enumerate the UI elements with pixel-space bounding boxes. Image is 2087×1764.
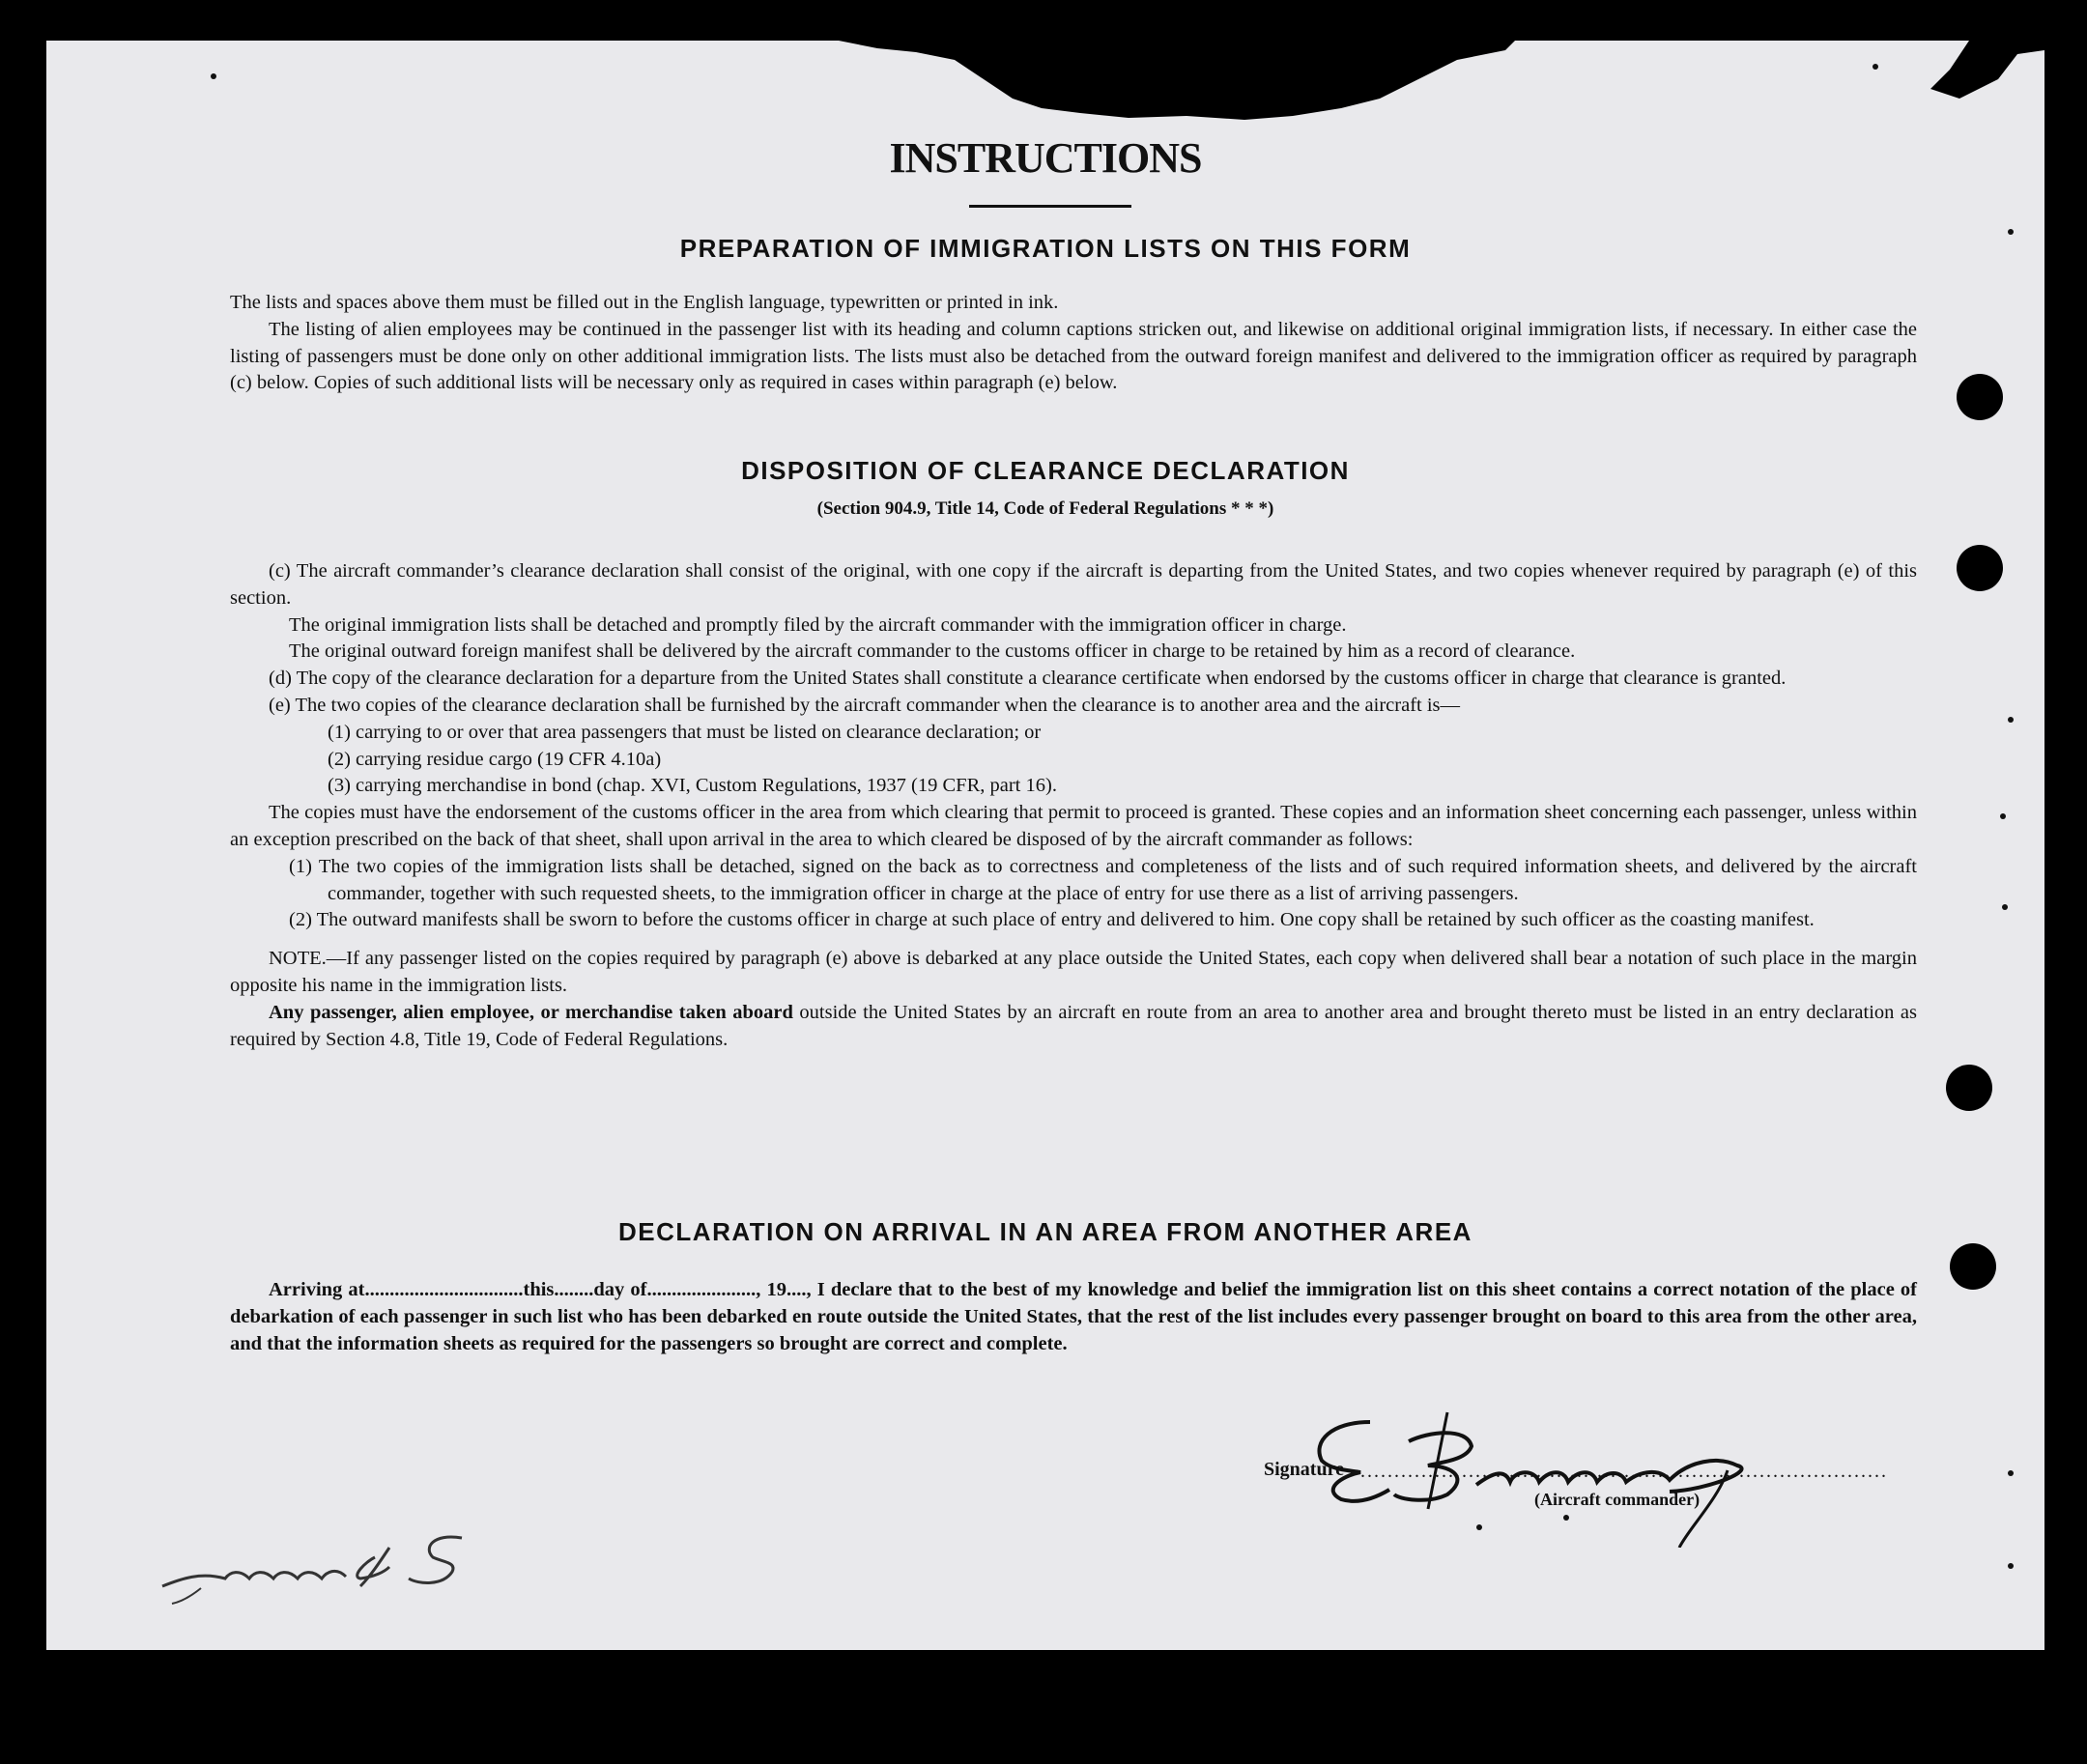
torn-corner bbox=[1901, 41, 2044, 99]
preparation-text bbox=[230, 290, 1917, 397]
note-paragraph: NOTE.—If any passenger listed on the copies required by paragraph (e) above is debarked at any place outside the United States, each copy when delivered shall bear a notation of such place in the margin opposite his name in the immigration lists. bbox=[230, 948, 1917, 996]
punch-hole bbox=[1957, 545, 2003, 591]
signature-caption: (Aircraft commander) bbox=[1534, 1490, 1701, 1509]
paragraph: The lists and spaces above them must be filled out in the English language, typewritten or printed in ink. bbox=[230, 292, 1059, 313]
speck bbox=[2008, 717, 2014, 723]
entry-paragraph-rest: outside the United States by an aircraft en route from an area to another area and brought thereto must be listed in an entry declaration as required by Section 4.8, Title 19, Code of Federal Regulations. bbox=[230, 1001, 1918, 1050]
section-heading-preparation: PREPARATION OF IMMIGRATION LISTS ON THIS FORM bbox=[679, 234, 1412, 263]
signature-line: .............................................................................. bbox=[1360, 1461, 1888, 1482]
paragraph-c-sub: The original immigration lists shall be detached and promptly filed by the aircraft commander with the immigration officer in charge. bbox=[289, 613, 1347, 636]
punch-hole bbox=[1957, 374, 2003, 420]
paragraph-d: (d) The copy of the clearance declaration for a departure from the United States shall constitute a clearance certificate when endorsed by the customs officer in charge that clearance is granted. bbox=[269, 668, 1787, 690]
list-item: (3) carrying merchandise in bond (chap. XVI, Custom Regulations, 1937 (19 CFR, part 16). bbox=[328, 775, 1057, 797]
paragraph: The listing of alien employees may be continued in the passenger list with its heading and column captions stricken out, and likewise on additional original immigration lists, if necessary. In either case the listing of passengers must be done only on other additional immigration lists. The lists must also be detached from the outward foreign manifest and delivered to the immigration officer as required by paragraph (c) below. Copies of such additional lists will be necessary only as required in cases within paragraph (e) below. bbox=[230, 318, 1917, 394]
list-item: (1) carrying to or over that area passengers that must be listed on clearance declaration; or bbox=[328, 721, 1042, 743]
page-title: INSTRUCTIONS bbox=[889, 134, 1202, 182]
document-page bbox=[46, 41, 2044, 1650]
entry-paragraph bbox=[230, 1000, 1917, 1054]
arrival-declaration: Arriving at................................this........day of......................, 19...., I declare that to the best of my knowledge and belief the immigration list on this sheet contains a correct notation of the place of debarkation of each passenger in such list who has been debarked en route outside the United States, that the rest of the list includes every passenger brought on board to this area from the other area, and that the information sheets as required for the passengers so brought are correct and complete. bbox=[230, 1279, 1917, 1354]
speck bbox=[2002, 904, 2008, 910]
section-heading-disposition: DISPOSITION OF CLEARANCE DECLARATION bbox=[741, 456, 1350, 485]
list-item: (2) The outward manifests shall be sworn to before the customs officer in charge at such place of entry and delivered to him. One copy shall be retained by such officer as the coasting manifest. bbox=[289, 909, 1815, 931]
list-item: (1) The two copies of the immigration lists shall be detached, signed on the back as to correctness and completeness of the lists and of such required information sheets, and delivered by the aircraft commander, together with such requested sheets, to the immigration officer in charge at the place of entry for use there as a list of arriving passengers. bbox=[289, 855, 1917, 904]
paragraph-endorsement: The copies must have the endorsement of the customs officer in the area from which clearing that permit to proceed is granted. These copies and an information sheet concerning each passenger, unless within an exception prescribed on the back of that sheet, shall upon arrival in the area to which cleared be disposed of by the aircraft commander as follows: bbox=[230, 802, 1917, 850]
regulation-citation: (Section 904.9, Title 14, Code of Federal Regulations * * *) bbox=[816, 498, 1274, 519]
speck bbox=[2008, 1470, 2014, 1476]
punch-hole bbox=[1950, 1243, 1996, 1290]
section-heading-arrival: DECLARATION ON ARRIVAL IN AN AREA FROM ANOTHER AREA bbox=[618, 1217, 1472, 1246]
paragraph-c-sub: The original outward foreign manifest shall be delivered by the aircraft commander to the customs officer in charge to be retained by him as a record of clearance. bbox=[289, 640, 1576, 663]
disposition-text bbox=[230, 558, 1917, 1053]
arrival-text bbox=[230, 1277, 1917, 1357]
torn-edge bbox=[839, 41, 1515, 128]
title-underline bbox=[969, 205, 1131, 208]
paragraph-e: (e) The two copies of the clearance declaration shall be furnished by the aircraft commander when the clearance is to another area and the aircraft is— bbox=[269, 694, 1461, 716]
punch-hole bbox=[1946, 1065, 1992, 1111]
bleed-through-signature bbox=[143, 1519, 472, 1606]
paragraph-c: (c) The aircraft commander’s clearance declaration shall consist of the original, with one copy if the aircraft is departing from the United States, and two copies whenever required by paragraph (e) of this section. bbox=[230, 560, 1917, 609]
list-item: (2) carrying residue cargo (19 CFR 4.10a) bbox=[328, 748, 662, 770]
entry-paragraph-lead: Any passenger, alien employee, or merchandise taken aboard bbox=[269, 1001, 793, 1023]
speck bbox=[2000, 813, 2006, 819]
speck bbox=[1873, 64, 1878, 70]
signature-label: Signature bbox=[1264, 1459, 1344, 1480]
speck bbox=[211, 73, 216, 79]
speck bbox=[2008, 1563, 2014, 1569]
signature-block bbox=[1215, 1403, 1921, 1577]
